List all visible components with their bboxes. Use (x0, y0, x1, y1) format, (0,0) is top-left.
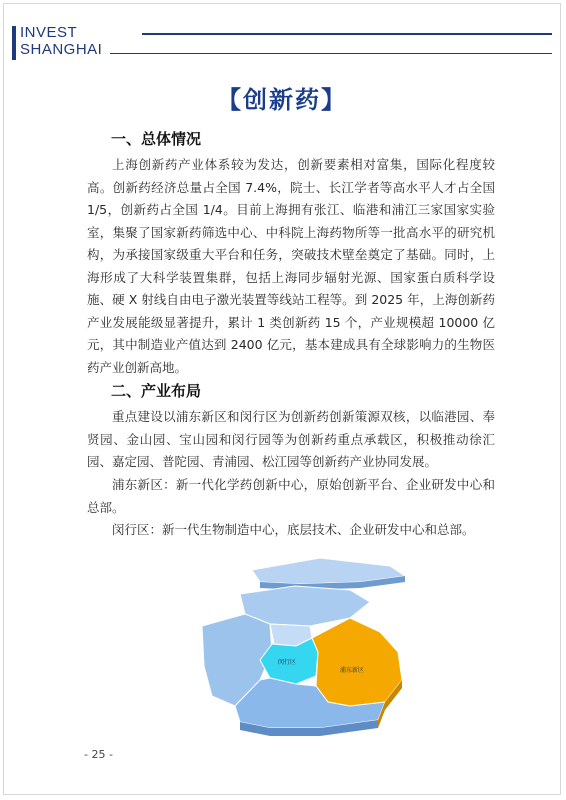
header-rule-top (142, 33, 552, 35)
brand-line-2: SHANGHAI (20, 41, 103, 58)
layout-paragraph: 重点建设以浦东新区和闵行区为创新药创新策源双核，以临港园、奉贤园、金山园、宝山园和闵行园等为创新药重点承载区，积极推动徐汇园、嘉定园、普陀园、青浦园、松江园等创新药产业协同发展。 (87, 409, 495, 469)
section-heading-overview: 一、总体情况 (111, 130, 202, 148)
overview-paragraph: 上海创新药产业体系较为发达，创新要素相对富集，国际化程度较高。创新药经济总量占全国 7.4%，院士、长江学者等高水平人才占全国 1/5，创新药占全国 1/4。目前上海拥有张江、临港和浦江三家国家实验室，集聚了国家新药筛选中心、中科院上海药物所等一批高水平的研究机构，为承接国家级重大平台和任务，突破技术壁垒奠定了基础。同时，上海形成了大科学装置集群，包括上海同步辐射光源、国家蛋白质科学设施、硬 X 射线自由电子激光装置等线站工程等。到 2025 年，上海创新药产业发展能级显著提升，累计 1 类创新药 15 个，产业规模超 10000 亿元，其中制造业产值达到 2400 亿元，基本建成具有全球影响力的生物医药产业创新高地。 (87, 157, 495, 375)
brand-accent-bar (12, 26, 16, 60)
page (3, 3, 561, 795)
map-label-pudong: 浦东新区 (340, 667, 365, 674)
header-rule-bottom (110, 53, 552, 54)
brand-line-1: INVEST (20, 24, 78, 41)
shanghai-district-map (200, 556, 426, 744)
brand-logo (20, 24, 102, 58)
pudong-paragraph: 浦东新区：新一代化学药创新中心，原始创新平台、企业研发中心和总部。 (87, 477, 495, 515)
page-title: 【创新药】 (217, 86, 347, 114)
page-number: - 25 - (84, 748, 113, 761)
section-heading-layout: 二、产业布局 (111, 382, 202, 400)
map-region-pudong (312, 618, 402, 706)
minhang-paragraph: 闵行区：新一代生物制造中心，底层技术、企业研发中心和总部。 (112, 522, 475, 537)
map-label-minhang: 闵行区 (278, 659, 297, 666)
